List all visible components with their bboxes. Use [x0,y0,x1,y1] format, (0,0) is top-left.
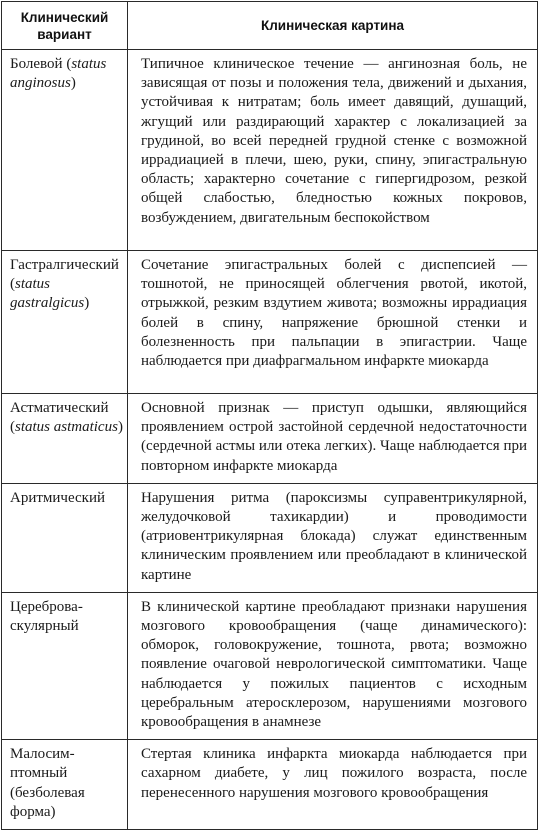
variant-name: Малосимптомный (безболевая форма) [10,746,85,820]
variant-name-end: ) [117,419,123,436]
column-header-clinical-picture: Клиническая картина [128,2,538,50]
table-row [2,592,538,739]
variant-latin-name: status gastralgicus [10,276,85,312]
clinical-picture-cell: Нарушения ритма (пароксизмы суправентрикулярной, желудочковой тахикардии) и проводимости (атриовентрикулярная блокада) служат единственным клиническим проявлением или преобладают в клинической картине [128,483,538,592]
variant-name-end: ) [70,75,76,92]
variant-name: Гастралгический ( [10,257,119,293]
table-row [2,740,538,830]
variant-latin-name: status astmaticus [15,419,118,436]
clinical-picture-cell: Сочетание эпигастральных болей с диспепсией — тошнотой, не приносящей облегчения рвотой, икотой, отрыжкой, резким вздутием живота; возможны иррадиация болей в спину, напряжение брюшной стенки и болезненность при пальпации в эпигастрии. Чаще наблюдается при диафрагмальном инфаркте миокарда [128,251,538,394]
table-header-row [2,2,538,50]
variant-name: Болевой ( [10,56,72,72]
clinical-picture-cell: Типичное клиническое течение — ангинозная боль, не зависящая от позы и положения тела, движений и дыхания, устойчивая к нитратам; боль имеет давящий, душащий, жгущий или раздирающий характер с локализацией за грудиной, во всей передней грудной стенке с возможной иррадиацией в плечи, шею, руки, спину, эпигастральную область; характерно сочетание с гипергидрозом, резкой общей слабостью, бледностью кожных покровов, возбуждением, двигательным беспокойством [128,50,538,251]
variant-cell [2,50,128,251]
variant-cell [2,592,128,739]
table-row [2,50,538,251]
variant-name: Астматический ( [10,400,109,436]
variant-name-end: ) [84,295,90,312]
clinical-picture-cell: Стертая клиника инфаркта миокарда наблюдается при сахарном диабете, у лиц пожилого возраста, после перенесенного нарушения мозгового кровообращения [128,740,538,830]
table-row [2,394,538,484]
variant-cell [2,483,128,592]
variant-cell [2,394,128,484]
variant-name: Цереброваскулярный [10,598,83,635]
clinical-variants-table [1,1,538,830]
variant-name: Аритмический [10,489,106,506]
table-row [2,251,538,394]
clinical-picture-cell: В клинической картине преобладают признаки нарушения мозгового кровообращения (чаще динамического): обморок, головокружение, тошнота, рвота; возможно появление очаговой неврологической симптоматики. Чаще наблюдается у пожилых пациентов с исходным церебральным атеросклерозом, нарушениями мозгового кровообращения в анамнезе [128,592,538,739]
variant-cell [2,740,128,830]
table-row [2,483,538,592]
variant-latin-name: status anginosus [10,56,107,92]
clinical-picture-cell: Основной признак — приступ одышки, являющийся проявлением острой застойной сердечной недостаточности (сердечной астмы или отека легких). Чаще наблюдается при повторном инфаркте миокарда [128,394,538,484]
variant-cell [2,251,128,394]
column-header-variant: Клинический вариант [2,2,128,50]
